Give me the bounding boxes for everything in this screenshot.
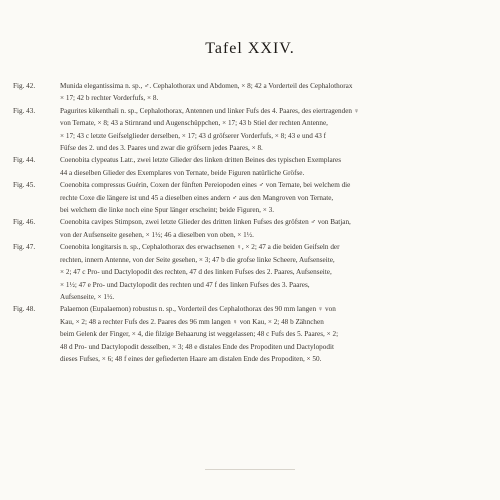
caption-line: Pagurites kükenthali n. sp., Cephalothorax, Antennen und linker Fufs des 4. Paares, des eiertragenden ♀ <box>60 106 360 115</box>
caption-line: von der Aufsenseite gesehen, × 1½; 46 a dieselben von oben, × 1½. <box>60 230 254 239</box>
caption-line: dieses Fufses, × 6; 48 f eines der gefiederten Haare am distalen Ende des Propoditen, × 50. <box>60 354 322 363</box>
figure-caption <box>0 241 500 303</box>
caption-line: Kau, × 2; 48 a rechter Fufs des 2. Paares des 96 mm langen ♀ von Kau, × 2; 48 b Zähnchen <box>60 317 324 326</box>
figure-caption <box>0 80 500 105</box>
caption-line: Munida elegantissima n. sp., ♂. Cephalothorax und Abdomen, × 8; 42 a Vorderteil des Cephalothorax <box>60 82 353 90</box>
caption-line: Coenobita longitarsis n. sp., Cephalothorax des erwachsenen ♀, × 2; 47 a die beiden Geifseln der <box>60 243 340 252</box>
caption-line: Coenobita clypeatus Latr., zwei letzte Glieder des linken dritten Beines des typischen Exemplares <box>60 156 342 165</box>
plate-title: Tafel XXIV. <box>205 40 295 57</box>
caption-line: beim Gelenk der Finger, × 4, die filzige Behaarung ist weggelassen; 48 c Fufs des 5. Paares, × 2; <box>60 330 339 339</box>
caption-line: Palaemon (Eupalaemon) robustus n. sp., Vorderteil des Cephalothorax des 90 mm langen ♀ von <box>60 305 336 314</box>
figure-label: Fig. 47. <box>13 243 36 252</box>
caption-line: × 17; 42 b rechter Vorderfufs, × 8. <box>60 94 159 103</box>
figure-caption <box>0 216 500 241</box>
figure-label: Fig. 45. <box>13 181 36 190</box>
figure-caption <box>0 154 500 179</box>
figure-caption <box>0 303 500 365</box>
figure-label: Fig. 48. <box>13 305 36 314</box>
caption-line: Füfse des 2. und des 3. Paares und zwar die gröfsern jedes Paares, × 8. <box>60 144 263 153</box>
figure-label: Fig. 46. <box>13 218 36 227</box>
caption-line: bei welchem die linke noch eine Spur länger erscheint; beide Figuren, × 3. <box>60 206 275 215</box>
caption-line: von Ternate, × 8; 43 a Stirnrand und Augenschüppchen, × 17; 43 b Stiel der rechten Antenne, <box>60 119 328 128</box>
caption-line: × 17; 43 c letzte Geifselglieder derselben, × 17; 43 d gröfserer Vorderfufs, × 8; 43 e und 43 f <box>60 131 326 140</box>
caption-line: 44 a dieselben Glieder des Exemplares von Ternate, beide Figuren natürliche Gröfse. <box>60 168 305 177</box>
figure-label: Fig. 44. <box>13 156 36 165</box>
caption-line: × 2; 47 c Pro- und Dactylopodit des rechten, 47 d des linken Fufses des 2. Paares, Aufsenseite, <box>60 268 332 277</box>
caption-line: rechte Coxe die längere ist und 45 a dieselben eines andern ♂ aus den Mangroven von Ternate, <box>60 193 334 202</box>
figure-label: Fig. 42. <box>13 82 36 90</box>
bottom-divider <box>205 469 295 470</box>
figure-caption <box>0 179 500 216</box>
caption-line: Coenobita cavipes Stimpson, zwei letzte Glieder des dritten linken Fufses des gröfsten ♂ von Batjan, <box>60 218 351 227</box>
caption-line: 48 d Pro- und Dactylopodit desselben, × 3; 48 e distales Ende des Propoditen und Dactylopodit <box>60 342 334 351</box>
figure-captions <box>0 80 500 365</box>
caption-line: Coenobita compressus Guérin, Coxen der fünften Pereiopoden eines ♂ von Ternate, bei welchem die <box>60 181 351 190</box>
figure-label: Fig. 43. <box>13 106 36 115</box>
caption-line: Aufsenseite, × 1½. <box>60 292 115 301</box>
caption-line: rechten, innern Antenne, von der Seite gesehen, × 3; 47 b die grofse linke Scheere, Aufsenseite, <box>60 255 335 264</box>
figure-caption <box>0 105 500 155</box>
caption-line: × 1½; 47 e Pro- und Dactylopodit des rechten und 47 f des linken Fufses des 3. Paares, <box>60 280 310 289</box>
